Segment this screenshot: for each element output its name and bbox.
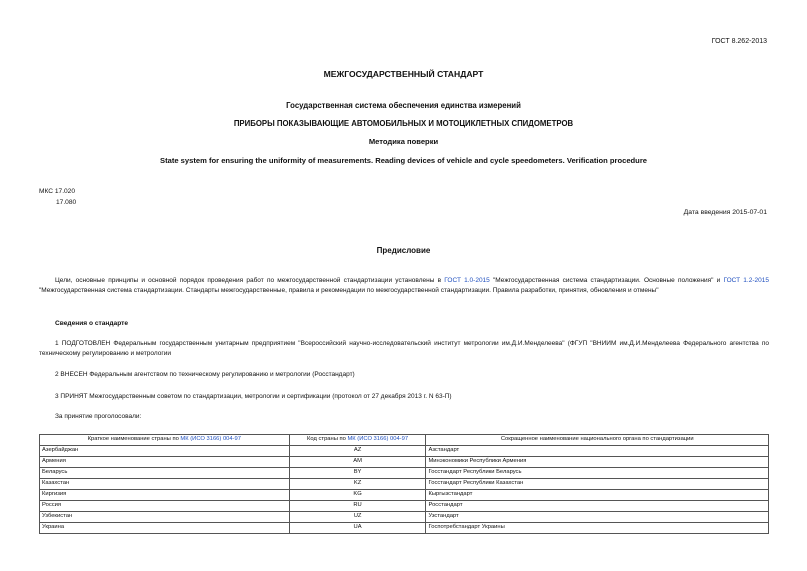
english-title: State system for ensuring the uniformity of measurements. Reading devices of vehicle and cycle speedometers. Verification procedure xyxy=(160,156,647,165)
main-title: ПРИБОРЫ ПОКАЗЫВАЮЩИЕ АВТОМОБИЛЬНЫХ И МОТОЦИКЛЕТНЫХ СПИДОМЕТРОВ xyxy=(233,119,574,128)
adopted-by-paragraph: 3 ПРИНЯТ Межгосударственным советом по стандартизации, метрологии и сертификации (протокол от 27 декабря 2013 г. N 63-П) xyxy=(55,393,452,400)
mk-iso-link-1[interactable]: МК (ИСО 3166) 004-97 xyxy=(180,436,242,443)
country-code-cell: KZ xyxy=(289,479,426,490)
voted-for-paragraph: За принятие проголосовали: xyxy=(55,413,142,420)
country-code-cell: KG xyxy=(289,490,426,501)
country-code-cell: AZ xyxy=(289,446,426,457)
table-header-row xyxy=(40,435,769,446)
country-code-cell: RU xyxy=(289,501,426,512)
country-name-cell: Азербайджан xyxy=(40,446,290,457)
country-name-cell: Казахстан xyxy=(40,479,290,490)
country-name-cell: Россия xyxy=(40,501,290,512)
table-row xyxy=(40,501,769,512)
country-name-cell: Киргизия xyxy=(40,490,290,501)
standards-body-cell: Минэкономики Республики Армения xyxy=(426,457,769,468)
country-code-cell: BY xyxy=(289,468,426,479)
introduction-date: Дата введения 2015-07-01 xyxy=(683,209,767,216)
standards-body-cell: Госстандарт Республики Беларусь xyxy=(426,468,769,479)
gost-1-2-link[interactable]: ГОСТ 1.2-2015 xyxy=(723,277,769,284)
standards-body-cell: Госстандарт Республики Казахстан xyxy=(426,479,769,490)
country-name-cell: Армения xyxy=(40,457,290,468)
submitted-by-paragraph: 2 ВНЕСЕН Федеральным агентством по техническому регулированию и метрологии (Росстандарт) xyxy=(55,371,355,378)
about-standard-heading: Сведения о стандарте xyxy=(55,320,129,327)
countries-table xyxy=(39,434,769,534)
country-name-cell: Украина xyxy=(40,523,290,534)
mks-line-2: 17.080 xyxy=(56,199,77,206)
document-code: ГОСТ 8.262-2013 xyxy=(711,38,767,45)
standards-body-cell: Азстандарт xyxy=(426,446,769,457)
country-name-header: Краткое наименование страны по МК (ИСО 3166) 004-97 xyxy=(40,435,290,446)
table-row xyxy=(40,512,769,523)
table-row xyxy=(40,479,769,490)
standards-body-cell: Росстандарт xyxy=(426,501,769,512)
standard-type-heading: МЕЖГОСУДАРСТВЕННЫЙ СТАНДАРТ xyxy=(323,69,484,79)
table-row xyxy=(40,468,769,479)
mk-iso-link-2[interactable]: МК (ИСО 3166) 004-97 xyxy=(347,436,409,443)
country-code-cell: UZ xyxy=(289,512,426,523)
standards-body-header: Сокращенное наименование национального органа по стандартизации xyxy=(426,435,769,446)
foreword-paragraph-1 xyxy=(39,276,769,296)
prepared-by-paragraph: 1 ПОДГОТОВЛЕН Федеральным государственным унитарным предприятием "Всероссийский научно-исследовательский институт метрологии им.Д.И.Менделеева" (ФГУП "ВНИИМ им.Д.И.Менделеева Федерального агентства по техническому регулированию и метрологии xyxy=(39,340,769,357)
table-row xyxy=(40,446,769,457)
standards-body-cell: Госпотребстандарт Украины xyxy=(426,523,769,534)
p1-text-a: Цели, основные принципы и основной порядок проведения работ по межгосударственной стандартизации установлены в xyxy=(55,277,445,284)
country-code-cell: AM xyxy=(289,457,426,468)
p1-text-b: "Межгосударственная система стандартизации. Основные положения" и xyxy=(489,277,724,284)
mks-classifier xyxy=(39,186,76,208)
system-heading: Государственная система обеспечения единства измерений xyxy=(286,101,521,110)
table-row xyxy=(40,490,769,501)
standards-body-cell: Кыргызстандарт xyxy=(426,490,769,501)
country-code-header: Код страны по МК (ИСО 3166) 004-97 xyxy=(289,435,426,446)
gost-1-0-link[interactable]: ГОСТ 1.0-2015 xyxy=(444,277,490,284)
table-row xyxy=(40,523,769,534)
mks-line-1: МКС 17.020 xyxy=(39,188,76,195)
standards-body-cell: Узстандарт xyxy=(426,512,769,523)
p1-text-c: "Межгосударственная система стандартизации. Стандарты межгосударственные, правила и рекомендации по межгосударственной стандартизации. Правила разработки, принятия, обновления и отмены" xyxy=(39,287,659,294)
country-code-cell: UA xyxy=(289,523,426,534)
foreword-heading: Предисловие xyxy=(376,246,431,255)
table-row xyxy=(40,457,769,468)
subtitle: Методика поверки xyxy=(368,137,439,146)
country-name-cell: Беларусь xyxy=(40,468,290,479)
country-name-cell: Узбекистан xyxy=(40,512,290,523)
